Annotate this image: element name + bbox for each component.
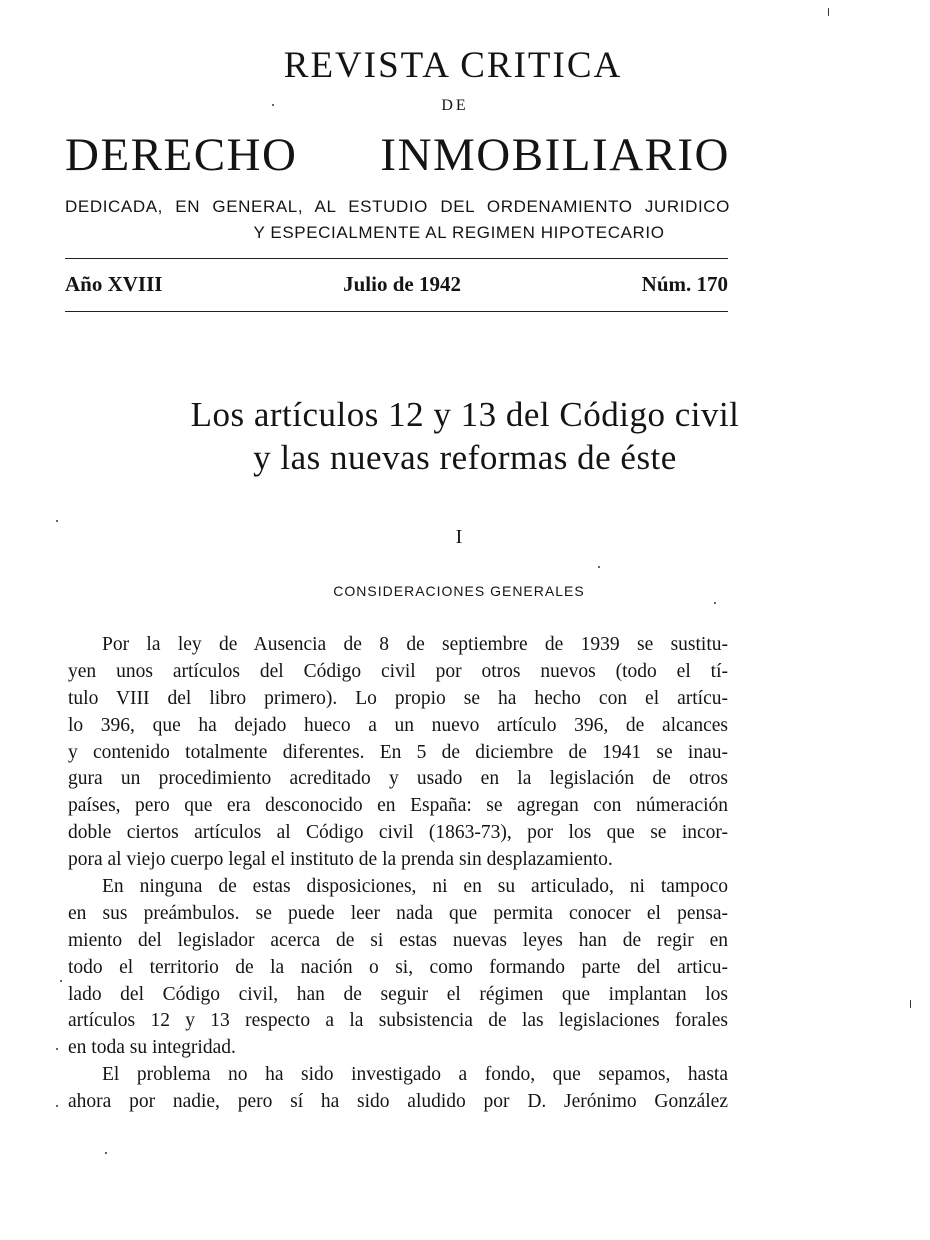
journal-title-de: DE: [441, 97, 469, 114]
article-title-line1: Los artículos 12 y 13 del Código civil: [190, 395, 740, 434]
article-body: [68, 632, 728, 1116]
text-line: miento del legislador acerca de si estas nuevas leyes han de regir en: [68, 929, 728, 951]
text-line: y contenido totalmente diferentes. En 5 de diciembre de 1941 se inau-: [68, 741, 728, 763]
text-line: lado del Código civil, han de seguir el régimen que implantan los: [68, 983, 728, 1005]
article-title-line2: y las nuevas reformas de éste: [253, 438, 677, 477]
section-number: I: [455, 526, 463, 548]
paragraph: [68, 874, 728, 1062]
journal-subtitle-line1: DEDICADA, EN GENERAL, AL ESTUDIO DEL ORDENAMIENTO JURIDICO: [65, 197, 730, 216]
text-line: En ninguna de estas disposiciones, ni en su articulado, ni tampoco: [102, 876, 728, 898]
issue-date: Julio de 1942: [343, 272, 461, 296]
text-line: El problema no ha sido investigado a fondo, que sepamos, hasta: [102, 1064, 728, 1086]
journal-subtitle-line2: Y ESPECIALMENTE AL REGIMEN HIPOTECARIO: [253, 223, 665, 242]
paragraph: [68, 1062, 728, 1116]
paragraph: [68, 632, 728, 874]
text-line: doble ciertos artículos al Código civil (1863-73), por los que se incor-: [68, 822, 728, 844]
issue-info: [65, 272, 728, 297]
issue-year: Año XVIII: [65, 272, 163, 296]
text-line: ahora por nadie, pero sí ha sido aludido por D. Jerónimo González: [68, 1091, 728, 1113]
text-line: todo el territorio de la nación o si, como formando parte del articu-: [68, 956, 728, 978]
text-line: tulo VIII del libro primero). Lo propio se ha hecho con el artícu-: [68, 687, 728, 709]
text-line: gura un procedimiento acreditado y usado en la legislación de otros: [68, 768, 728, 790]
divider-top: [65, 258, 728, 259]
text-line: Por la ley de Ausencia de 8 de septiembre de 1939 se sustitu-: [102, 634, 728, 655]
text-line: lo 396, que ha dejado hueco a un nuevo artículo 396, de alcances: [68, 714, 728, 736]
text-line: artículos 12 y 13 respecto a la subsistencia de las legislaciones forales: [68, 1010, 728, 1032]
text-line: en sus preámbulos. se puede leer nada que permita conocer el pensa-: [68, 902, 728, 924]
text-line: pora al viejo cuerpo legal el instituto de la prenda sin desplazamiento.: [68, 849, 613, 871]
text-line: países, pero que era desconocido en España: se agregan con númeración: [68, 795, 728, 817]
text-line: en toda su integridad.: [68, 1037, 236, 1059]
journal-title-line2: DERECHO INMOBILIARIO: [65, 129, 730, 181]
text-line: yen unos artículos del Código civil por otros nuevos (todo el tí-: [68, 660, 728, 682]
section-title: CONSIDERACIONES GENERALES: [333, 583, 585, 599]
article-title: [0, 393, 930, 479]
journal-title-line1: REVISTA CRITICA: [283, 45, 623, 86]
issue-number: Núm. 170: [641, 272, 728, 296]
divider-bottom: [65, 311, 728, 312]
